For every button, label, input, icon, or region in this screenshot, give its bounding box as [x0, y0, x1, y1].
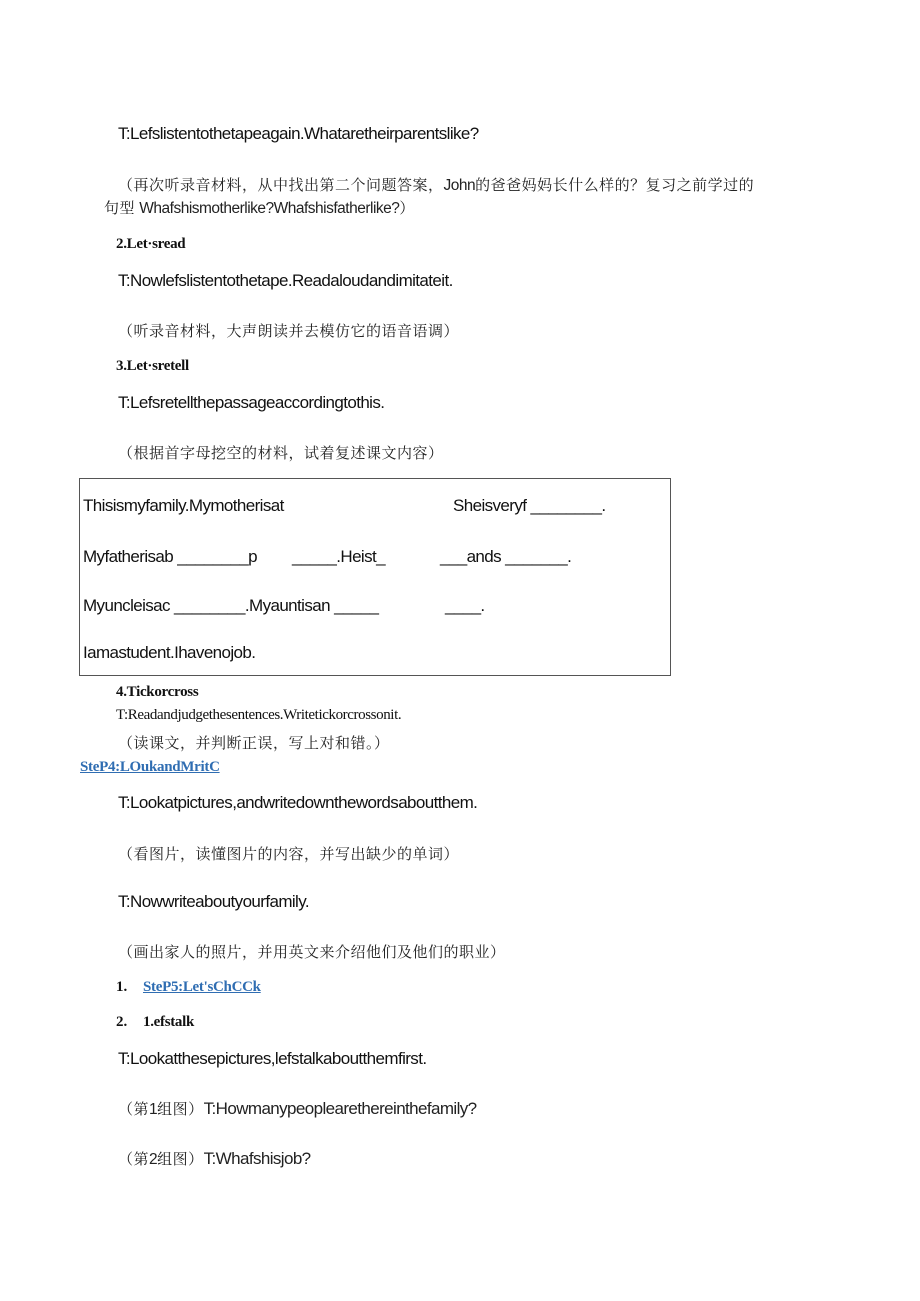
- chinese-note-1-cont-c: ）: [399, 201, 415, 217]
- chinese-note-1-cont-a: 句型: [104, 201, 136, 217]
- group-1-question: T:Howmanypeoplearethereinthefamily?: [203, 1099, 477, 1118]
- passage-line-2-c: ___ands _______.: [440, 547, 572, 566]
- heading-lets-read: 2.Let·sread: [116, 236, 186, 252]
- teacher-line-retell: T:Lefsretellthepassageaccordingtothis.: [118, 393, 385, 412]
- chinese-note-6: （画出家人的照片，并用英文来介绍他们及他们的职业）: [118, 945, 506, 961]
- passage-line-4: Iamastudent.Ihavenojob.: [83, 643, 256, 662]
- passage-line-3-b: ____.: [445, 596, 485, 615]
- chinese-note-5: （看图片，读懂图片的内容，并写出缺少的单词）: [118, 847, 460, 863]
- group-2-open: （第: [118, 1152, 150, 1168]
- teacher-line-look-pictures: T:Lookatpictures,andwritedownthewordsaboutthem.: [118, 793, 478, 812]
- chinese-note-1-part-a: （再次听录音材料，从中找出第二个问题答案，: [118, 178, 444, 194]
- retell-passage-box: [79, 478, 671, 676]
- question-group-2: [118, 1148, 311, 1169]
- group-2-label: 组图）: [157, 1152, 204, 1168]
- teacher-line-write-family: T:Nowwriteaboutyourfamily.: [118, 892, 309, 911]
- chinese-note-1-part-b: John: [443, 177, 476, 194]
- teacher-line-judge: T:Readandjudgethesentences.Writetickorcrossonit.: [116, 707, 402, 723]
- chinese-note-1-cont-b: Whafshismotherlike?Whafshisfatherlike?: [139, 200, 400, 217]
- group-1-label: 组图）: [157, 1102, 204, 1118]
- group-1-open: （第: [118, 1102, 150, 1118]
- passage-line-1-b: Sheisveryf ________.: [453, 496, 606, 515]
- chinese-note-3: （根据首字母挖空的材料，试着复述课文内容）: [118, 446, 444, 462]
- passage-line-1-a: Thisismyfamily.Mymotherisat: [83, 496, 284, 515]
- heading-lets-talk: 1.efstalk: [143, 1014, 195, 1030]
- heading-lets-retell: 3.Let·sretell: [116, 358, 189, 374]
- list-number-2: 2.: [116, 1014, 128, 1030]
- passage-line-2-a: Myfatherisab ________p: [83, 547, 257, 566]
- chinese-note-4: （读课文，并判断正误，写上对和错。）: [118, 736, 390, 752]
- passage-line-2-b: _____.Heist_: [292, 547, 385, 566]
- passage-line-3-a: Myuncleisac ________.Myauntisan _____: [83, 596, 379, 615]
- teacher-line-listen-again: T:Lefslistentothetapeagain.Whataretheirparentslike?: [118, 124, 479, 143]
- chinese-note-1-cont: [104, 197, 415, 218]
- group-2-question: T:Whafshisjob?: [203, 1149, 311, 1168]
- group-1-number: 1: [149, 1101, 158, 1118]
- chinese-note-1-part-c: 的爸爸妈妈长什么样的？复习之前学过的: [475, 178, 755, 194]
- group-2-number: 2: [149, 1151, 158, 1168]
- question-group-1: [118, 1098, 477, 1119]
- chinese-note-1: [118, 174, 754, 195]
- list-number-1: 1.: [116, 979, 128, 995]
- teacher-line-read-aloud: T:Nowlefslistentothetape.Readaloudandimitateit.: [118, 271, 453, 290]
- chinese-note-2: （听录音材料，大声朗读并去模仿它的语音语调）: [118, 324, 460, 340]
- teacher-line-talk: T:Lookatthesepictures,lefstalkaboutthemfirst.: [118, 1049, 427, 1068]
- step4-link[interactable]: SteP4:LOukandMritC: [80, 759, 220, 775]
- heading-tick-or-cross: 4.Tickorcross: [116, 684, 199, 700]
- step5-link[interactable]: SteP5:Let'sChCCk: [143, 979, 261, 995]
